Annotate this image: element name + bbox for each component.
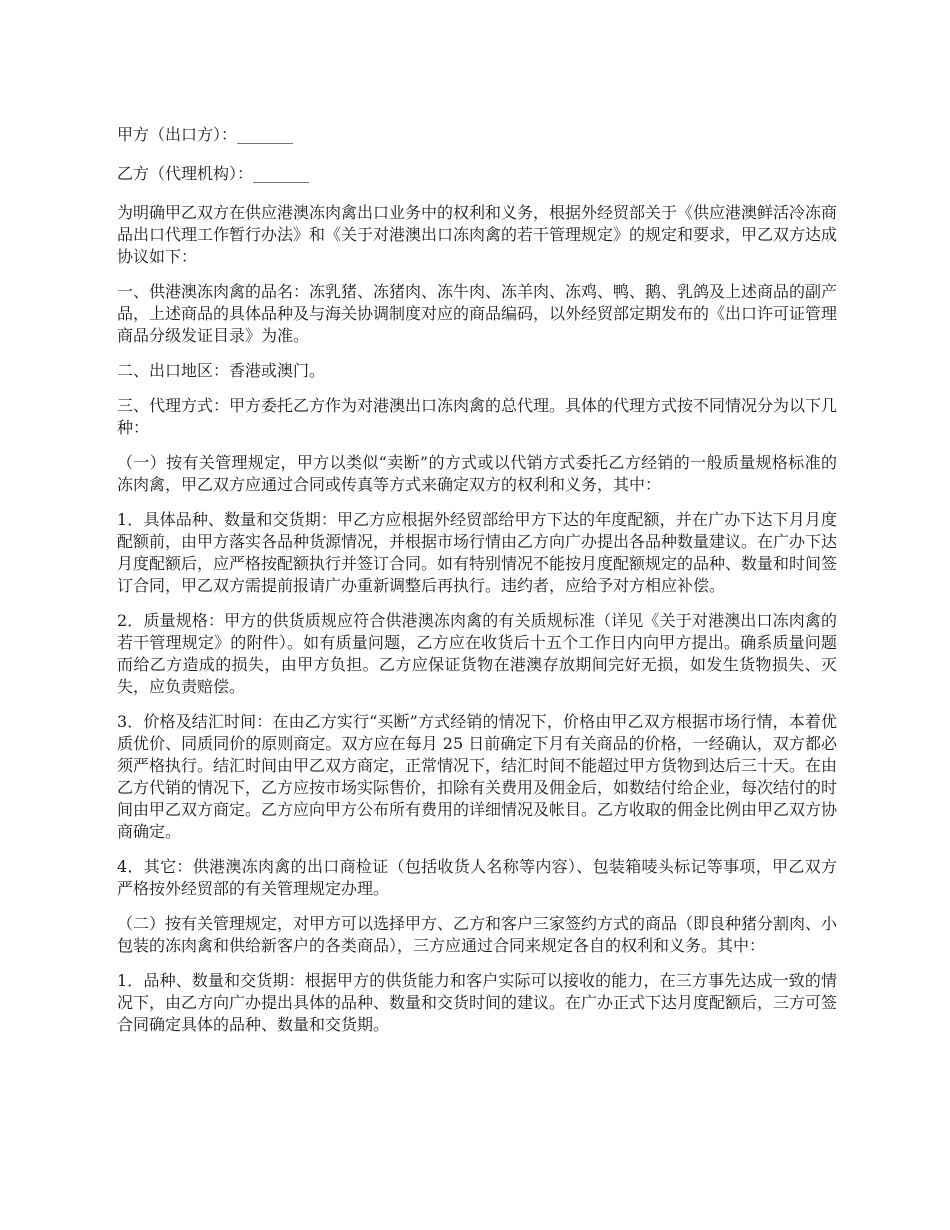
- document-page: [117, 124, 837, 1049]
- clause-export-region: 二、出口地区：香港或澳门。: [117, 361, 326, 380]
- clause-agency-method: 三、代理方式：甲方委托乙方作为对港澳出口冻肉禽的总代理。具体的代理方式按不同情况分为以下几种：: [117, 396, 838, 437]
- clause-product-names: 一、供港澳冻肉禽的品名：冻乳猪、冻猪肉、冻牛肉、冻羊肉、冻鸡、鸭、鹅、乳鸽及上述商品的副产品，上述商品的具体品种及与海关协调制度对应的商品编码，以外经贸部定期发布的《出口许可证管理商品分级发证目录》为准。: [117, 282, 838, 345]
- item-other: 4．其它：供港澳冻肉禽的出口商检证（包括收货人名称等内容）、包装箱唛头标记等事项，甲乙双方严格按外经贸部的有关管理规定办理。: [117, 857, 837, 898]
- party-a-line: 甲方（出口方）：_______: [117, 125, 294, 144]
- party-b-line: 乙方（代理机构）：_______: [117, 164, 310, 183]
- item-quantity-delivery: 1．具体品种、数量和交货期：甲乙方应根据外经贸部给甲方下达的年度配额，并在广办下达下月月度配额前，由甲方落实各品种货源情况，并根据市场行情由乙方向广办提出各品种数量建议。在广办下达月度配额后，应严格按配额执行并签订合同。如有特别情况不能按月度配额规定的品种、数量和时间签订合同，甲乙双方需提前报请广办重新调整后再执行。违约者，应给予对方相应补偿。: [117, 510, 838, 595]
- item-price-settlement: 3．价格及结汇时间：在由乙方实行“买断”方式经销的情况下，价格由甲乙双方根据市场行情，本着优质优价、同质同价的原则商定。双方应在每月 25 日前确定下月有关商品的价格，一经确认，双方都必须严格执行。结汇时间由甲乙双方商定，正常情况下，结汇时间不能超过甲方货物到达后三十天。在由乙方代销的情况下，乙方应按市场实际售价，扣除有关费用及佣金后，如数结付给企业，每次结付的时间由甲乙双方商定。乙方应向甲方公布所有费用的详细情况及帐目。乙方收取的佣金比例由甲乙双方协商确定。: [117, 712, 838, 841]
- item-quality-spec: 2．质量规格：甲方的供货质规应符合供港澳冻肉禽的有关质规标准（详见《关于对港澳出口冻肉禽的若干管理规定》的附件）。如有质量问题，乙方应在收货后十五个工作日内向甲方提出。确系质量问题而给乙方造成的损失，由甲方负担。乙方应保证货物在港澳存放期间完好无损，如发生货物损失、灭失，应负责赔偿。: [117, 611, 837, 696]
- subclause-two-heading: （二）按有关管理规定，对甲方可以选择甲方、乙方和客户三家签约方式的商品（即良种猪分割肉、小包装的冻肉禽和供给新客户的各类商品），三方应通过合同来规定各自的权利和义务。其中：: [117, 914, 838, 955]
- item-three-party-quantity: 1．品种、数量和交货期：根据甲方的供货能力和客户实际可以接收的能力，在三方事先达成一致的情况下，由乙方向广办提出具体的品种、数量和交货时间的建议。在广办正式下达月度配额后，三方可签合同确定具体的品种、数量和交货期。: [117, 971, 838, 1034]
- subclause-one-heading: （一）按有关管理规定，甲方以类似“卖断”的方式或以代销方式委托乙方经销的一般质量规格标准的冻肉禽，甲乙双方应通过合同或传真等方式来确定双方的权利和义务，其中：: [117, 453, 837, 494]
- preamble-paragraph: 为明确甲乙双方在供应港澳冻肉禽出口业务中的权利和义务，根据外经贸部关于《供应港澳鲜活冷冻商品出口代理工作暂行办法》和《关于对港澳出口冻肉禽的若干管理规定》的规定和要求，甲乙双方达成协议如下：: [117, 203, 838, 266]
